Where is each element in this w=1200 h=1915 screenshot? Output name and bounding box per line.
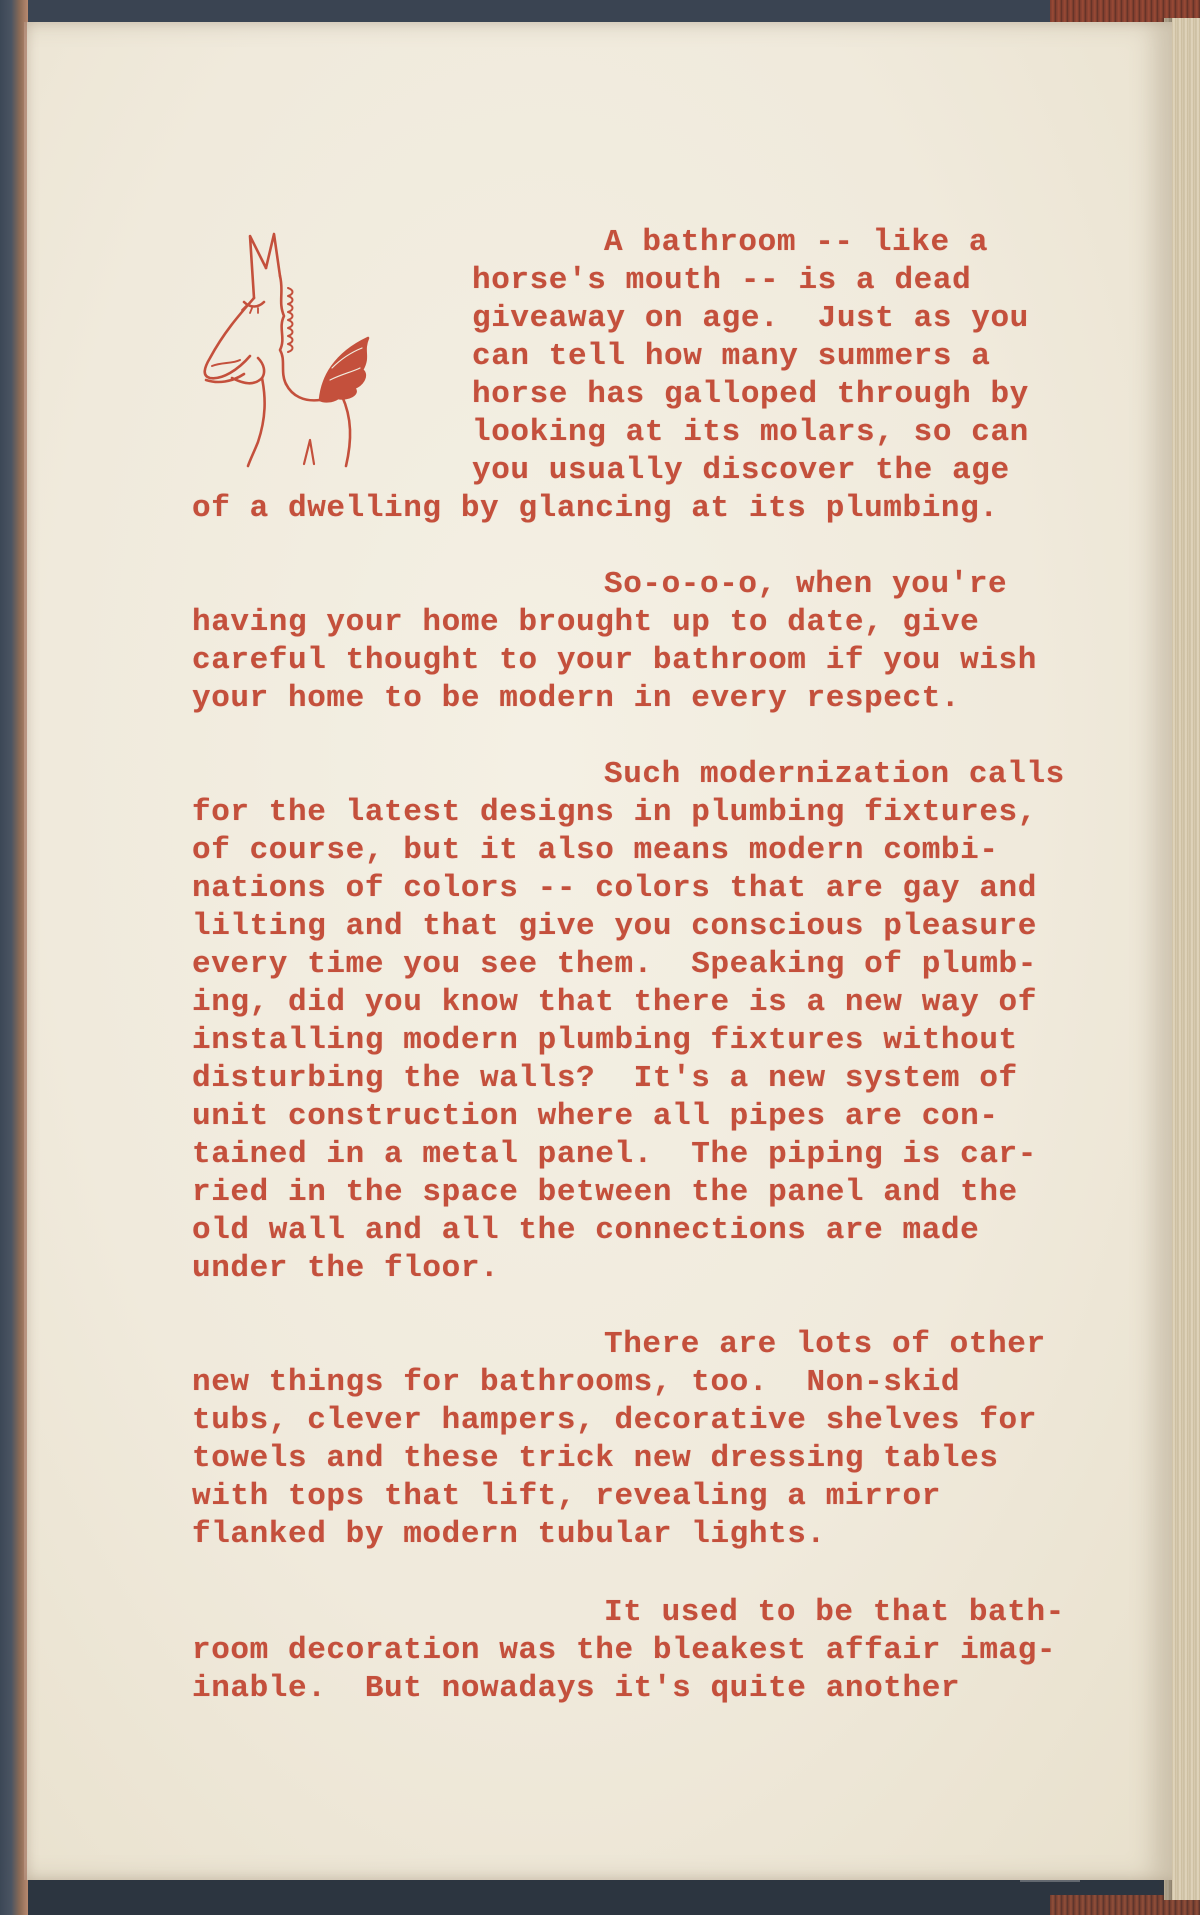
paragraph-1-line-8: of a dwelling by glancing at its plumbing. — [192, 491, 999, 526]
paragraph-3-line-4: nations of colors -- colors that are gay and — [192, 871, 1037, 906]
paragraph-3-line-1: Such modernization calls — [604, 757, 1065, 792]
paragraph-4-line-6: flanked by modern tubular lights. — [192, 1517, 826, 1552]
paragraph-5-line-3: inable. But nowadays it's quite another — [192, 1671, 961, 1706]
paragraph-3-line-7: ing, did you know that there is a new way of — [192, 985, 1037, 1020]
paragraph-3-line-2: for the latest designs in plumbing fixtures, — [192, 795, 1037, 830]
paragraph-1-line-4: can tell how many summers a — [472, 339, 991, 374]
scan-artifact-mark — [1020, 1880, 1080, 1890]
paragraph-4-line-3: tubs, clever hampers, decorative shelves for — [192, 1403, 1037, 1438]
paragraph-3-line-9: disturbing the walls? It's a new system of — [192, 1061, 1018, 1096]
paragraph-3-line-3: of course, but it also means modern combi- — [192, 833, 999, 868]
paragraph-2-line-4: your home to be modern in every respect. — [192, 681, 961, 716]
paragraph-1-line-2: horse's mouth -- is a dead — [472, 263, 972, 298]
paragraph-2-line-1: So-o-o-o, when you're — [604, 567, 1008, 602]
paragraph-2-line-2: having your home brought up to date, give — [192, 605, 980, 640]
paragraph-1-line-1: A bathroom -- like a — [604, 225, 989, 260]
paragraph-3-line-5: lilting and that give you conscious pleasure — [192, 909, 1037, 944]
paragraph-3-line-13: old wall and all the connections are made — [192, 1213, 980, 1248]
paragraph-4-line-2: new things for bathrooms, too. Non-skid — [192, 1365, 961, 1400]
paragraph-3-line-8: installing modern plumbing fixtures without — [192, 1023, 1018, 1058]
paragraph-5-line-2: room decoration was the bleakest affair imag- — [192, 1633, 1057, 1668]
paragraph-1-line-7: you usually discover the age — [472, 453, 1010, 488]
page-left-border — [24, 22, 27, 1880]
paragraph-5-line-1: It used to be that bath- — [604, 1595, 1065, 1630]
horse-illustration-icon — [192, 228, 422, 468]
paragraph-2-line-3: careful thought to your bathroom if you wish — [192, 643, 1037, 678]
paragraph-1-line-6: looking at its molars, so can — [472, 415, 1029, 450]
paragraph-4-line-1: There are lots of other — [604, 1327, 1046, 1362]
paragraph-1-line-3: giveaway on age. Just as you — [472, 301, 1029, 336]
paragraph-3-line-14: under the floor. — [192, 1251, 500, 1286]
paragraph-4-line-4: towels and these trick new dressing tables — [192, 1441, 999, 1476]
paragraph-3-line-10: unit construction where all pipes are con- — [192, 1099, 999, 1134]
paragraph-1-line-5: horse has galloped through by — [472, 377, 1029, 412]
paragraph-3-line-11: tained in a metal panel. The piping is car- — [192, 1137, 1037, 1172]
paragraph-4-line-5: with tops that lift, revealing a mirror — [192, 1479, 941, 1514]
paragraph-3-line-6: every time you see them. Speaking of plumb- — [192, 947, 1037, 982]
paragraph-3-line-12: ried in the space between the panel and the — [192, 1175, 1018, 1210]
